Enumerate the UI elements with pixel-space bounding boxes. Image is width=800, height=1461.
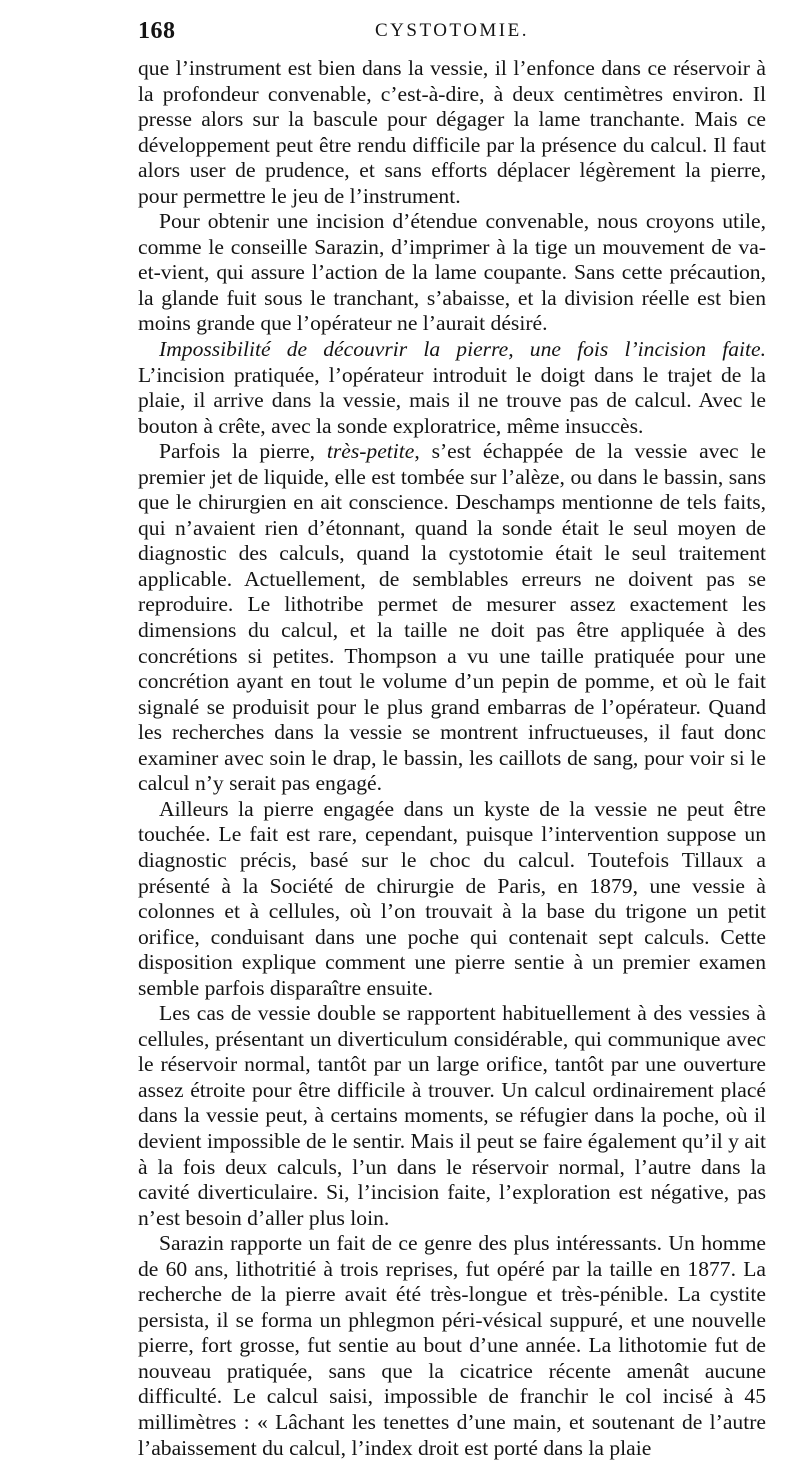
paragraph-4 (138, 439, 766, 797)
paragraph-6: Les cas de vessie double se rapportent habituellement à des vessies à cellules, présentant un diverticulum considérable, qui communique avec le réservoir normal, tantôt par un large orifice, tantôt par une ouverture assez étroite pour être difficile à trouver. Un calcul ordinairement placé dans la vessie peut, à certains moments, se réfugier dans la poche, où il devient impossible de le sentir. Mais il peut se faire également qu’il y ait à la fois deux calculs, l’un dans le réservoir normal, l’autre dans la cavité diverticulaire. Si, l’incision faite, l’exploration est négative, pas n’est besoin d’aller plus loin. (138, 1001, 766, 1230)
paragraph-2: Pour obtenir une incision d’étendue convenable, nous croyons utile, comme le conseille Sarazin, d’imprimer à la tige un mouvement de va-et-vient, qui assure l’action de la lame coupante. Sans cette précaution, la glande fuit sous le tranchant, s’abaisse, et la division réelle est bien moins grande que l’opérateur ne l’aurait désiré. (138, 209, 766, 336)
section-heading-italic: Impossibilité de découvrir la pierre, une fois l’incision faite. (159, 337, 766, 362)
paragraph-5: Ailleurs la pierre engagée dans un kyste de la vessie ne peut être touchée. Le fait est rare, cependant, puisque l’intervention suppose un diagnostic précis, basé sur le choc du calcul. Toutefois Tillaux a présenté à la Société de chirurgie de Paris, en 1879, une vessie à colonnes et à cellules, où l’on trouvait à la base du trigone un petit orifice, conduisant dans une poche qui contenait sept calculs. Cette disposition explique comment une pierre sentie à un premier examen semble parfois disparaître ensuite. (138, 796, 766, 1000)
paragraph-3 (138, 337, 766, 439)
paragraph-1: que l’instrument est bien dans la vessie, il l’enfonce dans ce réservoir à la profondeur convenable, c’est-à-dire, à deux centimètres environ. Il presse alors sur la bascule pour dégager la lame tranchante. Mais ce développement peut être rendu difficile par la présence du calcul. Il faut alors user de prudence, et sans efforts déplacer légèrement la pierre, pour permettre le jeu de l’instrument. (138, 56, 766, 208)
paragraph-3-text: L’incision pratiquée, l’opérateur introduit le doigt dans le trajet de la plaie, il arrive dans la vessie, mais il ne trouve pas de calcul. Avec le bouton à crête, avec la sonde exploratrice, même insuccès. (138, 362, 766, 438)
paragraph-4-pre: Parfois la pierre, (159, 439, 327, 464)
paragraph-7: Sarazin rapporte un fait de ce genre des plus intéressants. Un homme de 60 ans, lithotritié à trois reprises, fut opéré par la taille en 1877. La recherche de la pierre avait été très-longue et très-pénible. La cystite persista, il se forma un phlegmon péri-vésical suppuré, et une nouvelle pierre, fort grosse, fut sentie au bout d’une année. La lithotomie fut de nouveau pratiquée, sans que la cicatrice récente amenât aucune difficulté. Le calcul saisi, impossible de franchir le col incisé à 45 millimètres : « Lâchant les tenettes d’une main, et soutenant de l’autre l’abaissement du calcul, l’index droit est porté dans la plaie (138, 1231, 766, 1460)
body-text (138, 56, 766, 1461)
paragraph-4-post: , s’est échappée de la vessie avec le premier jet de liquide, elle est tombée sur l’alèze, ou dans le bassin, sans que le chirurgien en ait conscience. Deschamps mentionne de tels faits, qui n’avaient rien d’étonnant, quand la sonde était le seul moyen de diagnostic des calculs, quand la cystotomie était le seul traitement applicable. Actuellement, de semblables erreurs ne doivent pas se reproduire. Le lithotribe permet de mesurer assez exactement les dimensions du calcul, et la taille ne doit pas être appliquée à des concrétions si petites. Thompson a vu une taille pratiquée pour une concrétion ayant en tout le volume d’un pepin de pomme, et où le fait signalé se produisit pour le plus grand embarras de l’opérateur. Quand les recherches dans la vessie se montrent infructueuses, il faut donc examiner avec soin le drap, le bassin, les caillots de sang, pour voir si le calcul n’y serait pas engagé. (138, 439, 767, 796)
emphasis-italic: très-petite (326, 439, 415, 464)
page-number: 168 (138, 18, 176, 44)
running-title: CYSTOTOMIE. (374, 20, 529, 41)
page-header (138, 18, 766, 46)
